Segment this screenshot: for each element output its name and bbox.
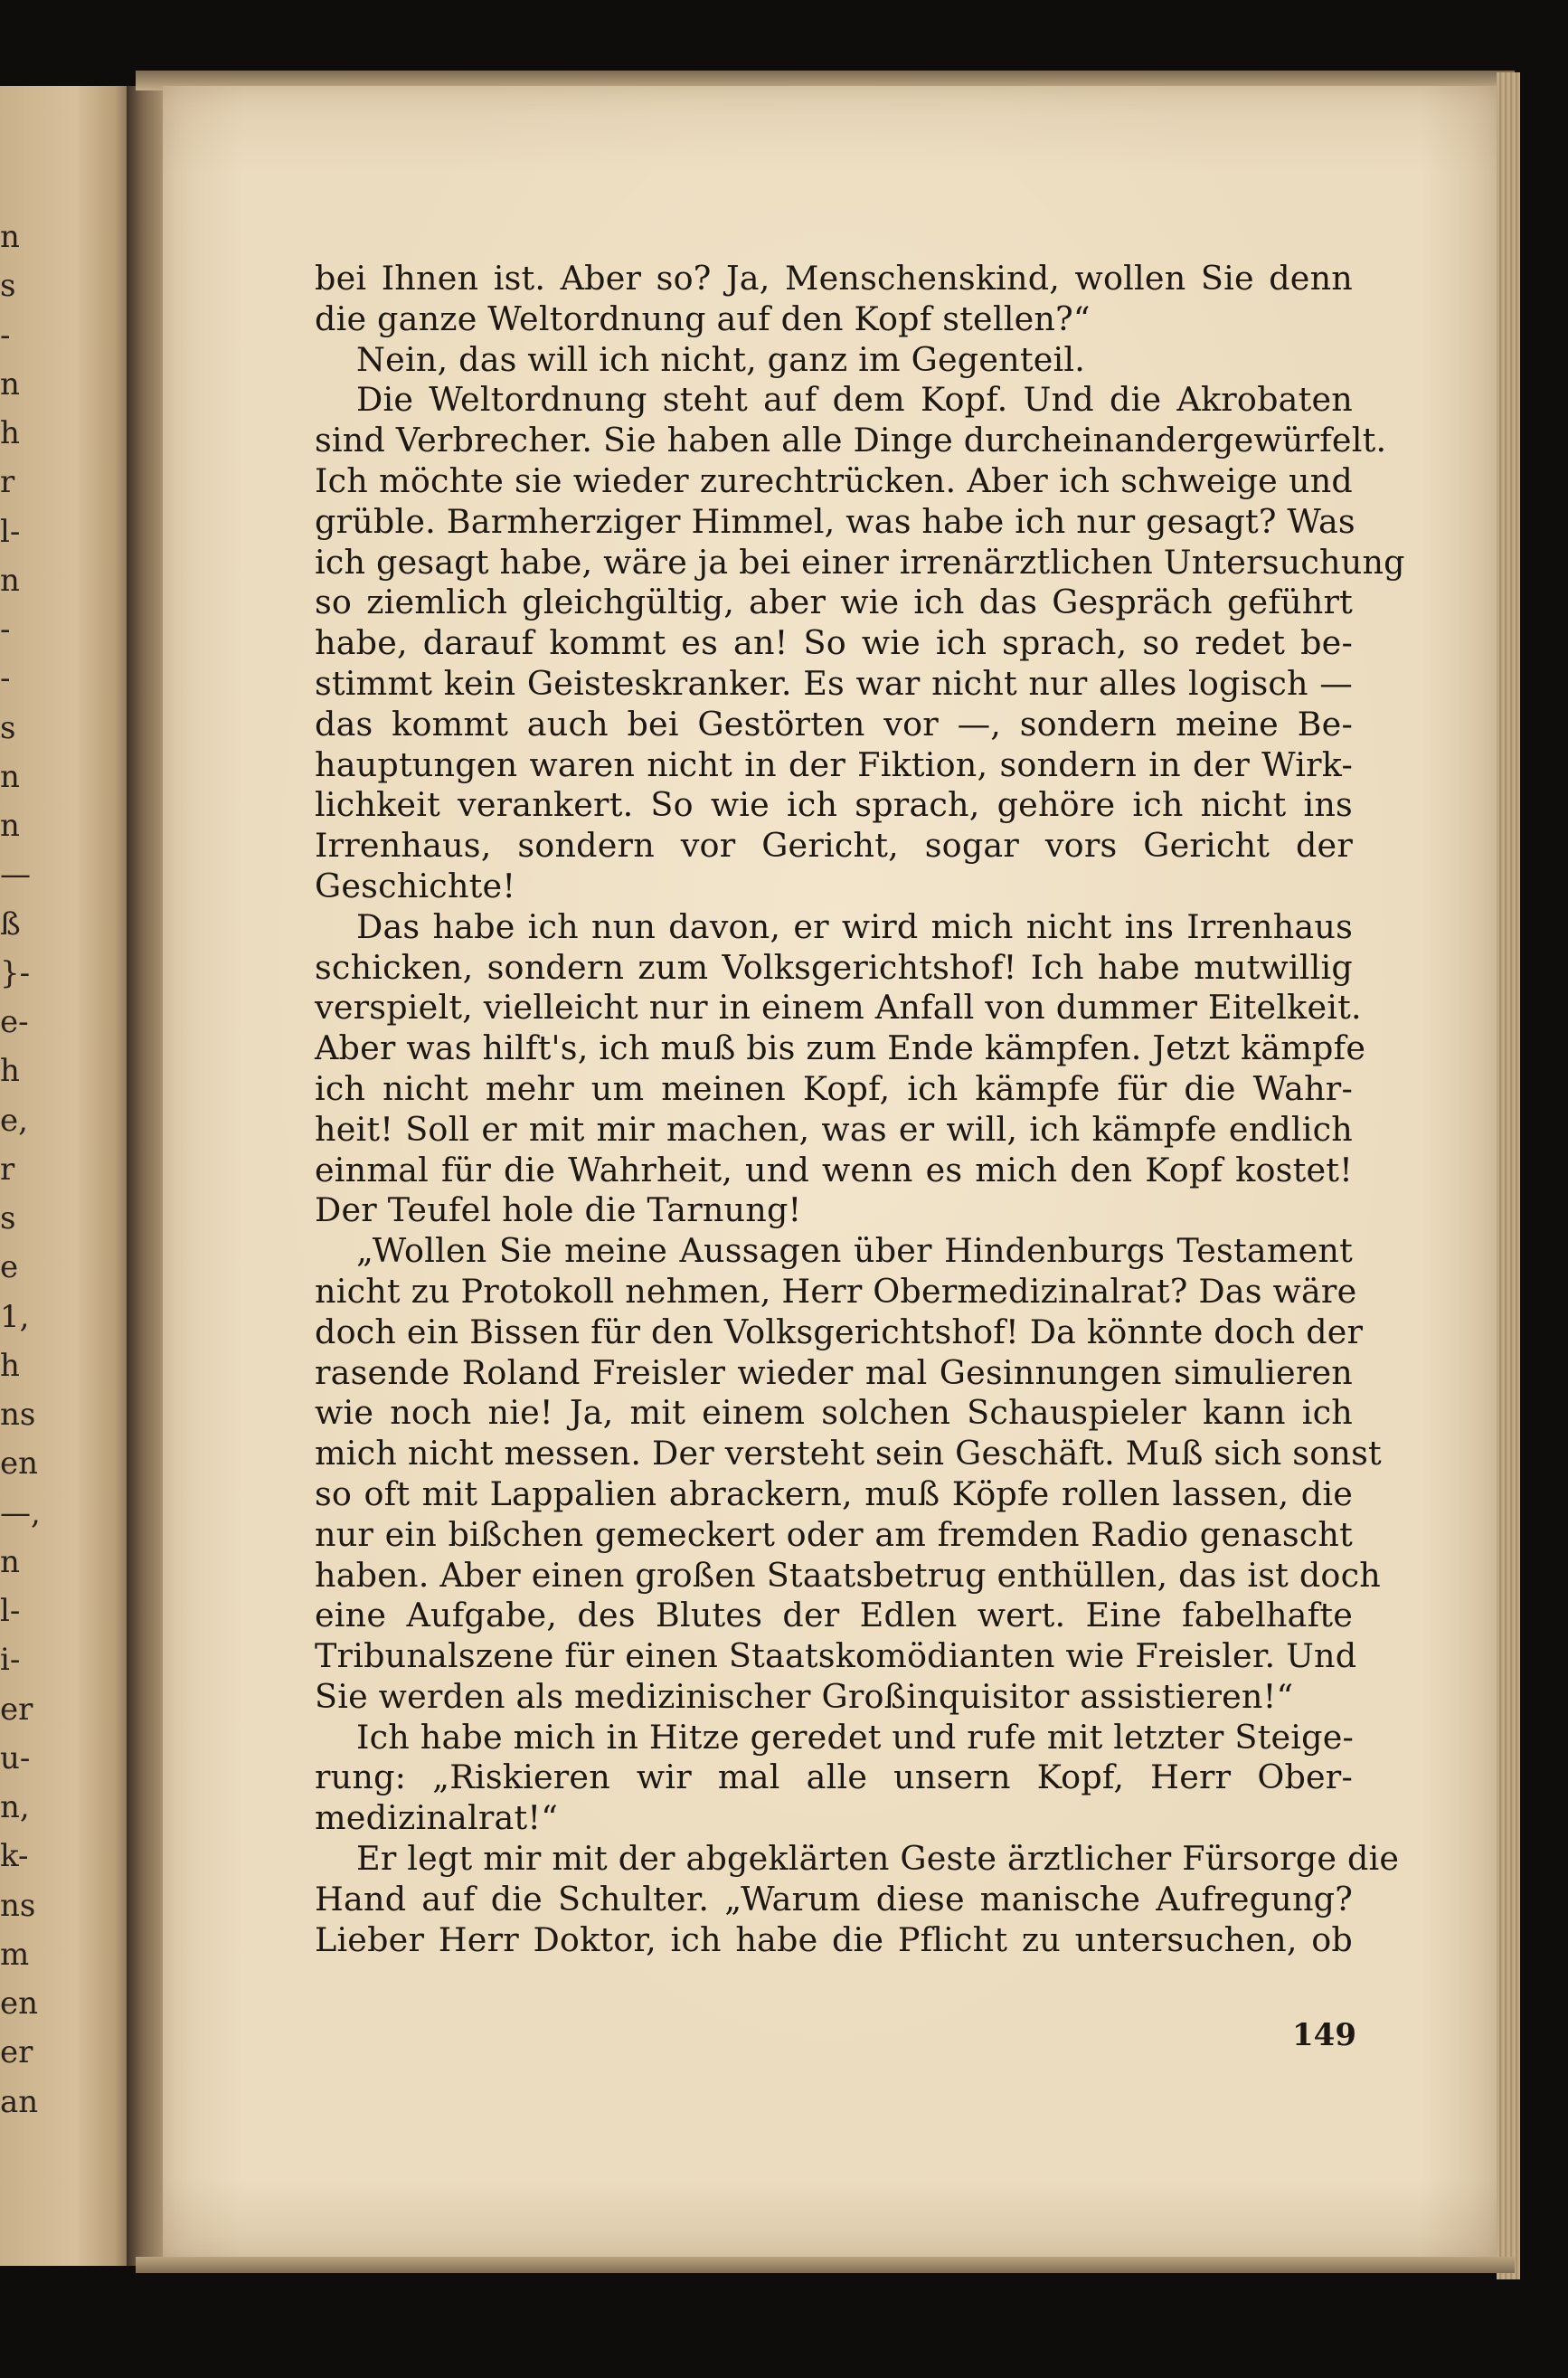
text-line: haben. Aber einen großen Staatsbetrug enthüllen, das ist doch xyxy=(315,1555,1381,1595)
left-page-fragment: er xyxy=(0,2034,33,2071)
page-number: 149 xyxy=(1292,2017,1356,2053)
left-page-fragment: h xyxy=(0,1053,20,1090)
text-line: so oft mit Lappalien abrackern, muß Köpfe rollen lassen, die xyxy=(315,1473,1353,1513)
text-line: sind Verbrecher. Sie haben alle Dinge durcheinandergewürfelt. xyxy=(315,421,1387,460)
text-line: Ich möchte sie wieder zurechtrücken. Aber ich schweige und xyxy=(315,460,1353,500)
text-line: ich gesagt habe, wäre ja bei einer irrenärztlichen Untersuchung xyxy=(315,542,1405,582)
text-line: Das habe ich nun davon, er wird mich nicht ins Irrenhaus xyxy=(356,906,1353,946)
left-page-fragment: er xyxy=(0,1691,33,1728)
left-page-fragment: n, xyxy=(0,1789,30,1826)
left-page-fragment: n xyxy=(0,562,20,599)
text-line: Aber was hilft's, ich muß bis zum Ende kämpfen. Jetzt kämpfe xyxy=(315,1028,1366,1068)
text-line: Die Weltordnung steht auf dem Kopf. Und die Akrobaten xyxy=(356,380,1353,420)
left-page-fragment: n xyxy=(0,808,20,845)
text-line: Ich habe mich in Hitze geredet und rufe mit letzter Steige- xyxy=(356,1717,1355,1757)
text-line: Tribunalszene für einen Staatskomödianten wie Freisler. Und xyxy=(315,1636,1357,1676)
text-line: ich nicht mehr um meinen Kopf, ich kämpfe für die Wahr- xyxy=(315,1068,1353,1108)
text-line: mich nicht messen. Der versteht sein Geschäft. Muß sich sonst xyxy=(315,1434,1382,1473)
text-line: Geschichte! xyxy=(315,866,516,905)
left-page-fragment: e xyxy=(0,1249,19,1286)
left-page-fragment: }- xyxy=(0,954,31,991)
text-line: Lieber Herr Doktor, ich habe die Pflicht zu untersuchen, ob xyxy=(315,1919,1353,1959)
text-line: verspielt, vielleicht nur in einem Anfall von dummer Eitelkeit. xyxy=(315,988,1362,1028)
text-line: einmal für die Wahrheit, und wenn es mich den Kopf kostet! xyxy=(315,1150,1353,1189)
text-line: „Wollen Sie meine Aussagen über Hindenburgs Testament xyxy=(356,1231,1353,1271)
left-page-fragment: ß xyxy=(0,905,21,943)
page-block-edge xyxy=(1497,72,1520,2279)
text-line: eine Aufgabe, des Blutes der Edlen wert. Eine fabelhafte xyxy=(315,1596,1353,1635)
left-page-fragment: n xyxy=(0,365,20,403)
left-page-fragment: m xyxy=(0,1936,30,1973)
text-line: Nein, das will ich nicht, ganz im Gegenteil. xyxy=(356,339,1086,379)
left-page-fragment: r xyxy=(0,464,15,501)
text-line: so ziemlich gleichgültig, aber wie ich das Gespräch geführt xyxy=(315,583,1353,622)
text-line: rung: „Riskieren wir mal alle unsern Kopf, Herr Ober- xyxy=(315,1757,1353,1797)
left-page-fragment: - xyxy=(0,660,11,697)
left-page-fragment: n xyxy=(0,219,20,255)
text-line: hauptungen waren nicht in der Fiktion, sondern in der Wirk- xyxy=(315,744,1353,784)
left-page-fragment: e, xyxy=(0,1102,28,1139)
left-page-fragment: h xyxy=(0,415,20,451)
text-line: rasende Roland Freisler wieder mal Gesinnungen simulieren xyxy=(315,1352,1353,1392)
text-line: medizinalrat!“ xyxy=(315,1798,559,1838)
left-page-fragment: s xyxy=(0,268,16,305)
left-page-fragment: an xyxy=(0,2083,39,2120)
left-page-fragment: ns xyxy=(0,1397,36,1434)
left-page-fragment: n xyxy=(0,758,20,795)
left-page-fragment: k- xyxy=(0,1838,29,1875)
left-page-fragment: 1, xyxy=(0,1298,30,1335)
left-page-fragment: s xyxy=(0,709,16,746)
text-line: Der Teufel hole die Tarnung! xyxy=(315,1190,802,1230)
text-line: schicken, sondern zum Volksgerichtshof! Ich habe mutwillig xyxy=(315,947,1353,987)
left-page-fragment: s xyxy=(0,1200,16,1237)
text-line: wie noch nie! Ja, mit einem solchen Schauspieler kann ich xyxy=(315,1393,1353,1433)
text-line: Hand auf die Schulter. „Warum diese manische Aufregung? xyxy=(315,1879,1353,1919)
text-line: habe, darauf kommt es an! So wie ich sprach, so redet be- xyxy=(315,623,1353,663)
left-page-fragment: - xyxy=(0,611,11,649)
left-page-fragment: — xyxy=(0,857,31,894)
text-line: stimmt kein Geisteskranker. Es war nicht nur alles logisch — xyxy=(315,663,1353,703)
text-line: Er legt mir mit der abgeklärten Geste ärztlicher Fürsorge die xyxy=(356,1839,1400,1879)
body-text xyxy=(315,259,1405,1960)
left-page-fragment: u- xyxy=(0,1739,31,1776)
left-page-text-fragments xyxy=(0,86,41,2266)
text-line: bei Ihnen ist. Aber so? Ja, Menschenskind, wollen Sie denn xyxy=(315,259,1353,298)
text-line: nicht zu Protokoll nehmen, Herr Obermedizinalrat? Das wäre xyxy=(315,1271,1357,1311)
text-line: doch ein Bissen für den Volksgerichtshof! Da könnte doch der xyxy=(315,1312,1364,1351)
left-page-fragment: ns xyxy=(0,1887,36,1924)
text-line: nur ein bißchen gemeckert oder am fremden Radio genascht xyxy=(315,1514,1353,1554)
text-line: Sie werden als medizinischer Großinquisitor assistieren!“ xyxy=(315,1676,1294,1716)
left-page-fragment: - xyxy=(0,317,11,354)
left-page-fragment: l- xyxy=(0,513,21,550)
left-page-fragment: en xyxy=(0,1985,39,2023)
text-line: die ganze Weltordnung auf den Kopf stellen?“ xyxy=(315,298,1091,338)
text-line: grüble. Barmherziger Himmel, was habe ich nur gesagt? Was xyxy=(315,501,1355,541)
left-page-fragment: en xyxy=(0,1445,39,1483)
text-line: das kommt auch bei Gestörten vor —, sondern meine Be- xyxy=(315,704,1353,744)
left-page-fragment: e- xyxy=(0,1004,29,1041)
text-line: lichkeit verankert. So wie ich sprach, gehöre ich nicht ins xyxy=(315,785,1353,825)
cover-bottom-edge xyxy=(136,2257,1515,2273)
left-page-fragment: l- xyxy=(0,1593,21,1630)
text-line: Irrenhaus, sondern vor Gericht, sogar vors Gericht der xyxy=(315,826,1353,866)
left-page-fragment: n xyxy=(0,1543,20,1580)
left-page-fragment: i- xyxy=(0,1642,21,1679)
left-page-fragment: h xyxy=(0,1347,20,1384)
left-page-edge xyxy=(0,86,136,2266)
left-page-fragment: r xyxy=(0,1151,15,1188)
text-line: heit! Soll er mit mir machen, was er will, ich kämpfe endlich xyxy=(315,1109,1353,1149)
left-page-fragment: —, xyxy=(0,1494,41,1531)
